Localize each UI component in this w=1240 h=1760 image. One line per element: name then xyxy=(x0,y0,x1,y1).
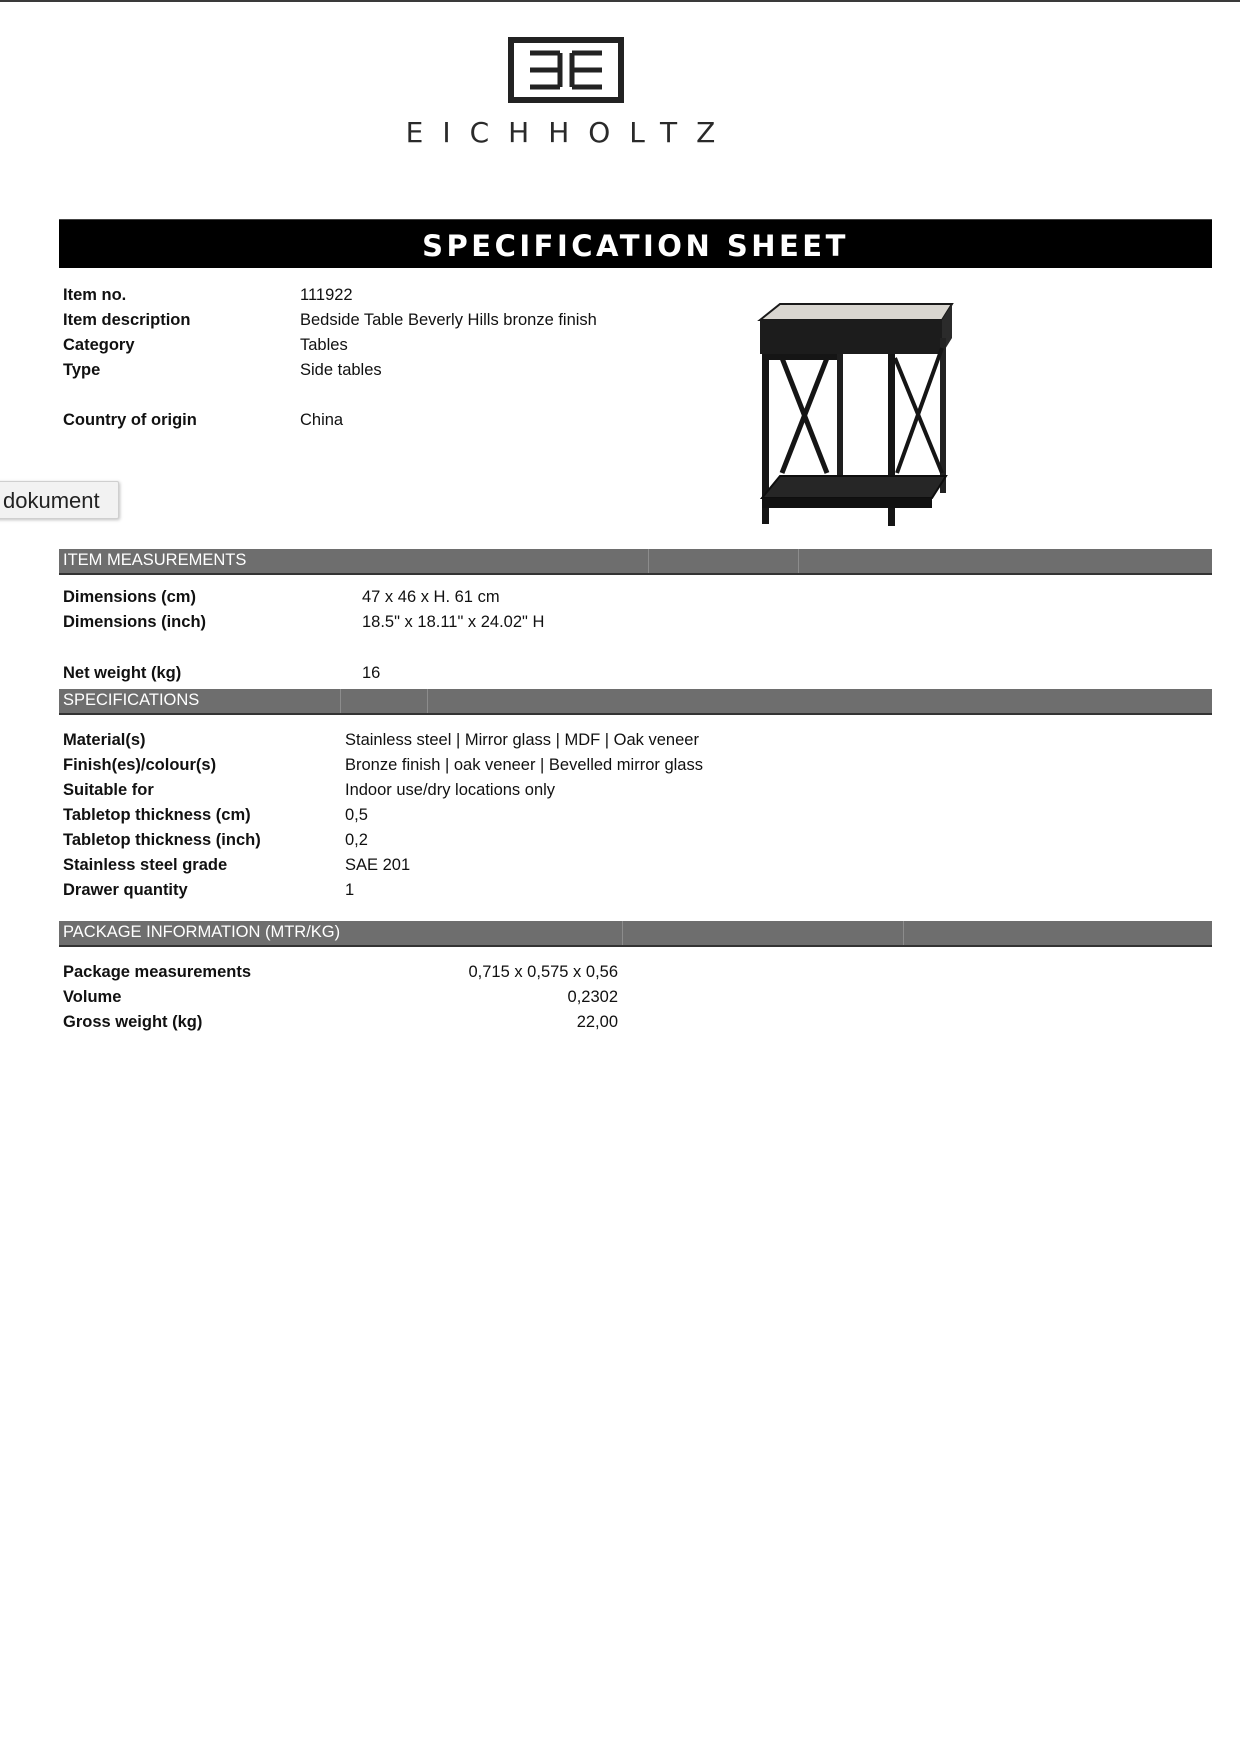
banner-title: SPECIFICATION SHEET xyxy=(422,229,849,263)
materials-label: Material(s) xyxy=(63,731,146,749)
gross-weight-label: Gross weight (kg) xyxy=(63,1013,203,1031)
eichholtz-monogram-logo-icon xyxy=(508,37,624,103)
tabletop-thickness-cm-label: Tabletop thickness (cm) xyxy=(63,806,251,824)
item-no-label: Item no. xyxy=(63,286,127,304)
country-of-origin-label: Country of origin xyxy=(63,411,197,429)
finishes-label: Finish(es)/colour(s) xyxy=(63,756,217,774)
type-value: Side tables xyxy=(300,361,382,379)
dimensions-cm-label: Dimensions (cm) xyxy=(63,588,196,606)
tabletop-thickness-inch-value: 0,2 xyxy=(345,831,368,849)
suitable-for-value: Indoor use/dry locations only xyxy=(345,781,556,799)
gross-weight-value: 22,00 xyxy=(576,1013,618,1031)
volume-label: Volume xyxy=(63,988,122,1006)
item-measurements-title: ITEM MEASUREMENTS xyxy=(63,551,247,569)
type-label: Type xyxy=(63,361,101,379)
tabletop-thickness-inch-label: Tabletop thickness (inch) xyxy=(63,831,261,849)
item-no-value: 111922 xyxy=(300,286,353,304)
net-weight-label: Net weight (kg) xyxy=(63,664,182,682)
suitable-for-label: Suitable for xyxy=(63,781,154,799)
title-banner xyxy=(59,219,1212,268)
package-information-title: PACKAGE INFORMATION (MTR/KG) xyxy=(63,923,341,941)
bedside-table-image-icon xyxy=(752,298,962,530)
materials-value: Stainless steel | Mirror glass | MDF | Oak veneer xyxy=(345,731,699,749)
dimensions-inch-label: Dimensions (inch) xyxy=(63,613,207,631)
drawer-quantity-value: 1 xyxy=(345,881,355,899)
stainless-steel-grade-label: Stainless steel grade xyxy=(63,856,228,874)
volume-value: 0,2302 xyxy=(567,988,618,1006)
specifications-title: SPECIFICATIONS xyxy=(63,691,200,709)
package-information-header xyxy=(59,921,1212,947)
tabletop-thickness-cm-value: 0,5 xyxy=(345,806,368,824)
dimensions-inch-value: 18.5" x 18.11" x 24.02" H xyxy=(362,613,545,631)
net-weight-value: 16 xyxy=(362,664,381,682)
category-value: Tables xyxy=(300,336,348,354)
item-measurements-header xyxy=(59,549,1212,575)
stainless-steel-grade-value: SAE 201 xyxy=(345,856,411,874)
category-label: Category xyxy=(63,336,135,354)
dokument-tab[interactable]: dokument xyxy=(0,481,119,519)
item-description-label: Item description xyxy=(63,311,191,329)
item-description-value: Bedside Table Beverly Hills bronze finish xyxy=(300,311,597,329)
specifications-header xyxy=(59,689,1212,715)
dimensions-cm-value: 47 x 46 x H. 61 cm xyxy=(362,588,500,606)
package-measurements-label: Package measurements xyxy=(63,963,252,981)
country-of-origin-value: China xyxy=(300,411,344,429)
brand-name: EICHHOLTZ xyxy=(405,116,735,149)
finishes-value: Bronze finish | oak veneer | Bevelled mirror glass xyxy=(345,756,703,774)
package-measurements-value: 0,715 x 0,575 x 0,56 xyxy=(468,963,618,981)
drawer-quantity-label: Drawer quantity xyxy=(63,881,188,899)
